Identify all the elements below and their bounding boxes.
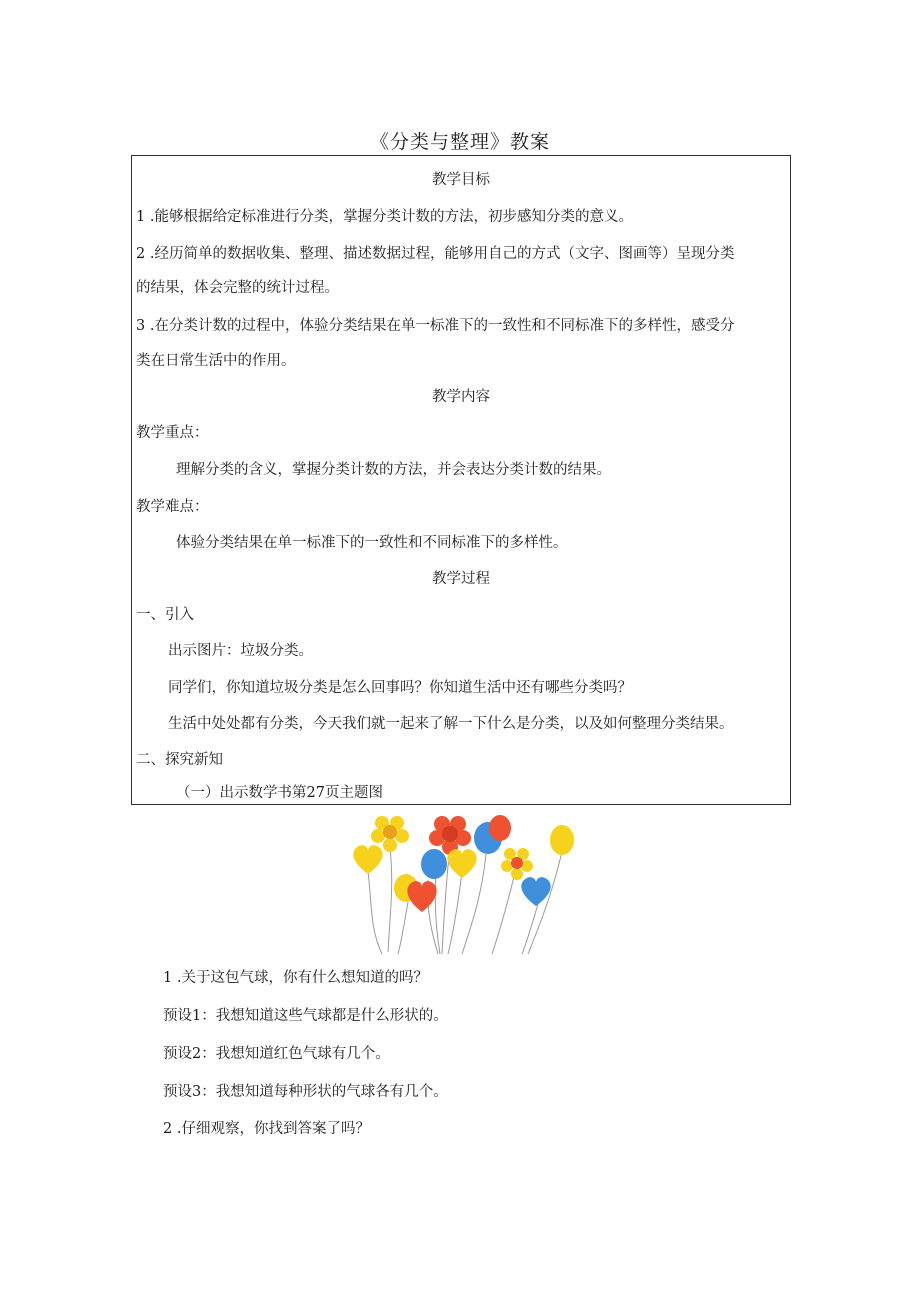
preset-1: 预设1：我想知道这些气球都是什么形状的。 <box>163 1008 448 1024</box>
preset-2: 预设2：我想知道红色气球有几个。 <box>163 1046 390 1062</box>
balloon-blue-round-1 <box>421 849 447 879</box>
document-title: 《分类与整理》教案 <box>369 131 550 153</box>
balloons-image <box>342 814 578 960</box>
balloon-blue-heart-1 <box>521 877 550 906</box>
goals-heading: 教学目标 <box>432 172 490 188</box>
balloon-yellow-heart-1 <box>353 845 382 874</box>
key-point-text: 理解分类的含义，掌握分类计数的方法，并会表达分类计数的结果。 <box>176 462 611 478</box>
question-1: 1 .关于这包气球，你有什么想知道的吗？ <box>163 970 428 986</box>
intro-line-1: 出示图片：垃圾分类。 <box>168 643 313 659</box>
question-2: 2 .仔细观察，你找到答案了吗？ <box>163 1121 370 1137</box>
explore-line-1: （一）出示数学书第27页主题图 <box>176 785 383 801</box>
intro-line-2: 同学们，你知道垃圾分类是怎么回事吗？你知道生活中还有哪些分类吗？ <box>168 680 632 696</box>
explore-label: 二、探究新知 <box>136 752 223 768</box>
intro-label: 一、引入 <box>136 607 194 623</box>
goal-item-3-line-1: 3 .在分类计数的过程中，体验分类结果在单一标准下的一致性和不同标准下的多样性，感受分 <box>136 318 735 334</box>
goal-item-1: 1 .能够根据给定标准进行分类，掌握分类计数的方法，初步感知分类的意义。 <box>136 209 633 225</box>
preset-3: 预设3：我想知道每种形状的气球各有几个。 <box>163 1084 448 1100</box>
goal-item-2-line-1: 2 .经历简单的数据收集、整理、描述数据过程，能够用自己的方式（文字、图画等）呈现分类 <box>136 246 735 262</box>
key-point-label: 教学重点： <box>136 425 209 441</box>
goal-item-2-line-2: 的结果，体会完整的统计过程。 <box>136 280 339 296</box>
difficulty-label: 教学难点： <box>136 499 209 515</box>
goal-item-3-line-2: 类在日常生活中的作用。 <box>136 353 296 369</box>
content-heading: 教学内容 <box>432 389 490 405</box>
balloon-red-round-1 <box>489 815 511 841</box>
balloon-yellow-round-2 <box>550 825 574 855</box>
lesson-plan-table <box>131 155 791 805</box>
intro-line-3: 生活中处处都有分类，今天我们就一起来了解一下什么是分类，以及如何整理分类结果。 <box>168 716 734 732</box>
balloon-yellow-flower-2 <box>501 848 533 880</box>
balloon-red-heart-1 <box>407 881 436 912</box>
balloon-yellow-heart-2 <box>447 849 476 878</box>
process-heading: 教学过程 <box>432 571 490 587</box>
difficulty-text: 体验分类结果在单一标准下的一致性和不同标准下的多样性。 <box>176 535 568 551</box>
